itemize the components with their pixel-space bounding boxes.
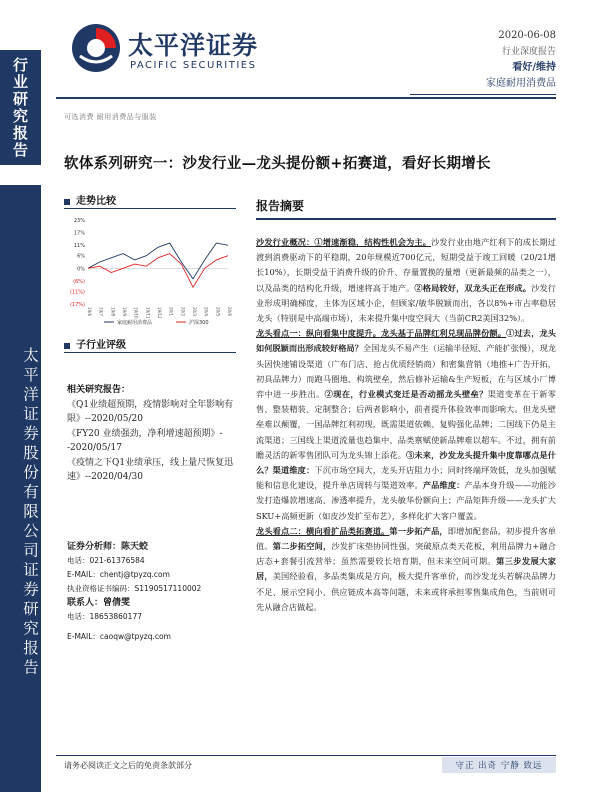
x-tick-label: 19/6 — [87, 307, 92, 316]
para-bold: ②格局较好，双龙头正在形成。 — [414, 282, 532, 293]
sidebar-bottom-label: 太平洋证券股份有限公司证券研究报告 — [0, 185, 41, 792]
para-text: 全国龙头不易产生（运输半径短、产能扩张慢），现龙头因快速铺设渠道（广布门店、抢占优质经销商）和密集营销（地推+广告开拓，初具品牌力）而跑马圈地、构筑壁垒，然后修补运输&生产短板，在与区域小厂博弈中进一步胜出。 — [256, 343, 556, 400]
related-reports-title: 相关研究报告： — [67, 385, 131, 395]
sidebar-top-label: 行业研究报告 — [0, 50, 41, 165]
header-meta — [486, 28, 556, 92]
analyst-name: 证券分析师：陈天蛟 — [67, 542, 149, 552]
y-tick-label: (11%) — [69, 289, 85, 296]
para-text: 产品本身升级——功能沙发打造爆款增速高、渗透率提升，龙头敏华份额向上；产品矩阵升级——龙头扩大SKU+高频更新（如皮沙发扩至布艺），多样化扩大客户覆盖。 — [256, 480, 556, 521]
x-tick-label: 19/8 — [110, 307, 116, 316]
summary-paragraph — [256, 235, 556, 326]
footer-disclaimer: 请务必阅读正文之后的免责条款部分 — [64, 761, 192, 770]
logo-chinese-name: 太平洋证券 — [128, 31, 259, 60]
header-divider — [56, 97, 556, 99]
y-tick-label: 23% — [73, 218, 85, 224]
trend-chart — [64, 212, 234, 330]
header-divider-thin — [410, 94, 556, 95]
left-sidebar — [0, 0, 41, 792]
footer-divider — [56, 755, 556, 756]
para-heading: 龙头看点一：纵向看集中度提升。龙头基于品牌红利兑现品牌份额。 — [256, 328, 507, 339]
para-text: 渠道变革在于新零售、整装精装、定制整合；后两者影响小，前者提升体验效率而影响大。但龙头壁垒难以颠覆，一国品牌红利初现，既需渠道依赖、复购强化品牌；二国线下仍是主流渠道；三国线上渠道流量也趋集中、品类禀赋使新品牌难以超车。不过，拥有前瞻灵活的新零售团队可为龙头锦上添花。 — [256, 389, 556, 460]
x-tick-label: 20/6 — [227, 307, 232, 316]
section-marker — [64, 199, 70, 205]
y-tick-label: (6%) — [73, 278, 85, 285]
summary-divider — [256, 218, 556, 220]
para-heading: 沙发行业概况：①增速渐稳，结构性机会为主。 — [256, 237, 432, 247]
liaison-phone: 电话：18653860177 — [67, 612, 142, 621]
trend-heading-label: 走势比较 — [76, 196, 116, 207]
related-report-item[interactable]: 《Q1业绩超预期，疫情影响对全年影响有限》--2020/05/20 — [67, 400, 234, 424]
logo-english-name: PACIFIC SECURITIES — [130, 60, 257, 71]
analyst-license: 执业资格证书编码：S1190517110002 — [67, 584, 202, 593]
para-text: 即增加配套品，初步提升客单值。 — [256, 525, 556, 552]
contact-info — [67, 540, 247, 644]
y-tick-label: 11% — [73, 243, 85, 250]
rating-heading — [64, 336, 126, 351]
company-logo — [70, 20, 270, 80]
para-bold: 产品维度： — [422, 480, 465, 491]
x-tick-label: 20/1 — [168, 307, 174, 316]
y-tick-label: 17% — [73, 230, 85, 237]
summary-heading: 报告摘要 — [256, 199, 305, 213]
y-tick-label: 0% — [77, 266, 85, 273]
series-line-industry — [88, 243, 228, 279]
x-tick-label: 20/5 — [215, 307, 221, 316]
x-tick-label: 20/3 — [192, 307, 197, 316]
trend-heading — [64, 192, 116, 207]
x-tick-label: 20/2 — [180, 307, 186, 316]
para-bold: 第一步拓产品， — [389, 525, 448, 536]
breadcrumb: 可选消费 耐用消费品与服装 — [64, 113, 157, 121]
para-text: 沙发行业形成明确梯度，主体为区域小企，但顾家/敏华脱颖而出，各以8%+市占率稳居龙头（特别是中高端市场），未来提升集中度空间大（当前CR2美国32%）。 — [256, 282, 556, 324]
related-report-item[interactable]: 《FY20 业绩强劲，净利增速超预期》--2020/05/17 — [67, 429, 223, 453]
y-tick-label: (17%) — [69, 302, 85, 308]
x-tick-label: 19/12 — [157, 307, 162, 319]
para-bold: ①过去，龙头如何脱颖而出形成较好格局？ — [256, 328, 556, 354]
pacific-logo-icon — [70, 22, 122, 74]
para-bold: ③未来，沙发龙头提升集中度靠哪点是什么？渠道维度： — [256, 449, 556, 476]
liaison-name: 联系人：曾倩雯 — [67, 598, 131, 608]
section-marker — [64, 343, 70, 349]
para-heading: 龙头看点二：横向看扩品类拓赛道。 — [256, 525, 390, 536]
x-tick-label: 19/9 — [122, 307, 127, 316]
rating-heading-label: 子行业评级 — [76, 340, 126, 351]
x-tick-label: 19/11 — [145, 307, 151, 319]
liaison-email[interactable]: E-MAIL：caoqw@tpyzq.com — [67, 632, 171, 641]
summary-paragraph — [256, 326, 556, 524]
legend-label: 沪深300 — [189, 320, 209, 326]
rating: 看好/维持 — [512, 62, 556, 73]
analyst-email[interactable]: E-MAIL：chentj@tpyzq.com — [67, 570, 170, 579]
related-report-item[interactable]: 《疫情之下Q1业绩承压，线上量尺恢复迅速》--2020/04/30 — [67, 458, 234, 482]
report-type: 行业深度报告 — [501, 47, 556, 57]
related-reports-list — [67, 398, 247, 485]
para-text: 下沉市场空间大，龙头开店阻力小；同时终端坪效低，龙头加强赋能和信息化建设，提升单店周转与渠道效率。 — [256, 465, 556, 491]
x-tick-label: 20/4 — [203, 307, 209, 316]
sector: 家庭耐用消费品 — [486, 78, 556, 89]
trend-divider — [64, 208, 236, 209]
report-date: 2020-06-08 — [498, 30, 556, 41]
rating-divider — [64, 352, 236, 353]
para-bold: 第三步发展大家居， — [256, 556, 556, 582]
legend-label: 家庭耐用消费品 — [117, 320, 153, 326]
para-text: 沙发扩床垫协同性强，突破原点类天花板，利用品牌力+融合店态+套餐引流营举；虽然需要较长培育期，但未来空间可期。 — [256, 541, 556, 567]
analyst-phone: 电话：021-61376584 — [67, 556, 145, 565]
x-tick-label: 19/10 — [133, 307, 139, 319]
trend-chart-svg — [64, 212, 234, 330]
para-text: 美国经验看，多品类集成是方向，极大提升客单价，而沙发龙头若解决品牌力不足、展示空间小、供应链成本高等问题，未来或将承担零售集成角色，当前则可先从融合店做起。 — [256, 571, 556, 612]
y-tick-label: 6% — [77, 253, 85, 260]
para-bold: ②现在，行业模式变迁是否动摇龙头壁垒？ — [324, 389, 488, 400]
footer-motto: 守正 出奇 宁静 致远 — [442, 757, 556, 773]
summary-paragraph — [256, 524, 556, 615]
para-bold: 第二步拓空间， — [272, 541, 332, 552]
page-title: 软体系列研究一：沙发行业—龙头提份额+拓赛道，看好长期增长 — [64, 155, 491, 172]
para-text: 沙发行业由地产红利下的成长期过渡到消费驱动下的平稳期，20年规模近700亿元，短期受益于竣工回暖（20/21增长10%），长期受益于消费升级的价升、存量置换的量增（更新最频的品类之一），以及品类的结构化升级，增速将高于地产。 — [256, 237, 556, 293]
summary-body — [256, 235, 556, 615]
x-tick-label: 19/7 — [98, 307, 104, 316]
